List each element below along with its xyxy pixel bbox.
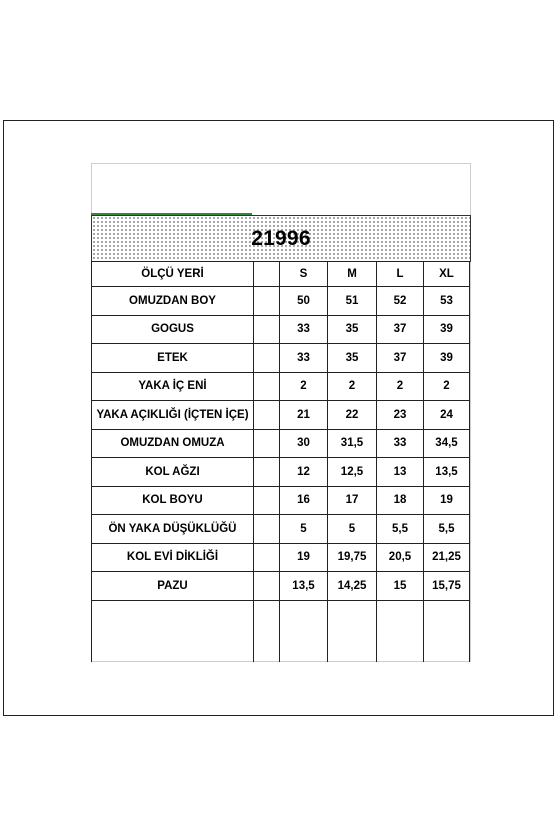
blank-cell [254, 287, 280, 316]
header-cell-xl: XL [424, 262, 470, 287]
size-value-cell: 15 [377, 572, 424, 601]
size-value-cell: 2 [328, 372, 377, 401]
size-value-cell: 5,5 [377, 515, 424, 544]
table-row [92, 429, 470, 458]
table-row [92, 287, 470, 316]
measure-name-cell: OMUZDAN OMUZA [92, 429, 254, 458]
table-row [92, 372, 470, 401]
product-code-bar [91, 215, 471, 262]
blank-cell [254, 401, 280, 430]
trailing-column-line [423, 599, 424, 662]
size-value-cell: 30 [280, 429, 328, 458]
trailing-column-line [469, 599, 470, 662]
size-value-cell: 37 [377, 344, 424, 373]
header-cell-s: S [280, 262, 328, 287]
measure-name-cell: KOL BOYU [92, 486, 254, 515]
size-value-cell: 35 [328, 344, 377, 373]
size-value-cell: 19,75 [328, 543, 377, 572]
trailing-column-line [253, 599, 254, 662]
size-value-cell: 2 [377, 372, 424, 401]
header-cell-measure: ÖLÇÜ YERİ [92, 262, 254, 287]
size-value-cell: 2 [280, 372, 328, 401]
measure-name-cell: PAZU [92, 572, 254, 601]
size-value-cell: 19 [424, 486, 470, 515]
size-value-cell: 13 [377, 458, 424, 487]
table-header-row [92, 262, 470, 287]
size-value-cell: 18 [377, 486, 424, 515]
size-value-cell: 5 [280, 515, 328, 544]
measure-name-cell: GOGUS [92, 315, 254, 344]
size-value-cell: 14,25 [328, 572, 377, 601]
size-value-cell: 21 [280, 401, 328, 430]
blank-cell [254, 344, 280, 373]
measure-name-cell: ÖN YAKA DÜŞÜKLÜĞÜ [92, 515, 254, 544]
table-row [92, 315, 470, 344]
size-value-cell: 17 [328, 486, 377, 515]
size-value-cell: 21,25 [424, 543, 470, 572]
trailing-column-line [279, 599, 280, 662]
header-cell-l: L [377, 262, 424, 287]
size-value-cell: 39 [424, 344, 470, 373]
blank-cell [254, 486, 280, 515]
measure-name-cell: ETEK [92, 344, 254, 373]
size-value-cell: 33 [280, 315, 328, 344]
size-value-cell: 52 [377, 287, 424, 316]
table-row [92, 515, 470, 544]
product-code: 21996 [251, 226, 311, 250]
size-value-cell: 34,5 [424, 429, 470, 458]
size-value-cell: 39 [424, 315, 470, 344]
size-value-cell: 13,5 [424, 458, 470, 487]
size-value-cell: 5,5 [424, 515, 470, 544]
size-value-cell: 37 [377, 315, 424, 344]
blank-cell [254, 429, 280, 458]
measure-name-cell: YAKA İÇ ENİ [92, 372, 254, 401]
table-row [92, 543, 470, 572]
size-value-cell: 20,5 [377, 543, 424, 572]
size-value-cell: 19 [280, 543, 328, 572]
trailing-column-line [327, 599, 328, 662]
blank-cell [254, 458, 280, 487]
size-table [91, 261, 470, 601]
size-value-cell: 35 [328, 315, 377, 344]
table-row [92, 458, 470, 487]
header-cell-blank [254, 262, 280, 287]
size-value-cell: 31,5 [328, 429, 377, 458]
size-value-cell: 22 [328, 401, 377, 430]
size-value-cell: 33 [280, 344, 328, 373]
blank-cell [254, 372, 280, 401]
table-row [92, 401, 470, 430]
measure-name-cell: YAKA AÇIKLIĞI (İÇTEN İÇE) [92, 401, 254, 430]
table-row [92, 572, 470, 601]
table-row [92, 344, 470, 373]
size-value-cell: 51 [328, 287, 377, 316]
size-value-cell: 24 [424, 401, 470, 430]
trailing-column-line [376, 599, 377, 662]
trailing-column-line [91, 599, 92, 662]
blank-cell [254, 315, 280, 344]
size-value-cell: 16 [280, 486, 328, 515]
size-value-cell: 5 [328, 515, 377, 544]
blank-cell [254, 572, 280, 601]
size-value-cell: 2 [424, 372, 470, 401]
size-value-cell: 33 [377, 429, 424, 458]
measure-name-cell: KOL AĞZI [92, 458, 254, 487]
size-value-cell: 12,5 [328, 458, 377, 487]
size-value-cell: 23 [377, 401, 424, 430]
table-row [92, 486, 470, 515]
measure-name-cell: OMUZDAN BOY [92, 287, 254, 316]
header-cell-m: M [328, 262, 377, 287]
blank-cell [254, 515, 280, 544]
blank-cell [254, 543, 280, 572]
size-value-cell: 50 [280, 287, 328, 316]
measure-name-cell: KOL EVİ DİKLİĞİ [92, 543, 254, 572]
size-value-cell: 12 [280, 458, 328, 487]
size-table-body [92, 262, 470, 601]
size-value-cell: 13,5 [280, 572, 328, 601]
size-value-cell: 15,75 [424, 572, 470, 601]
size-value-cell: 53 [424, 287, 470, 316]
